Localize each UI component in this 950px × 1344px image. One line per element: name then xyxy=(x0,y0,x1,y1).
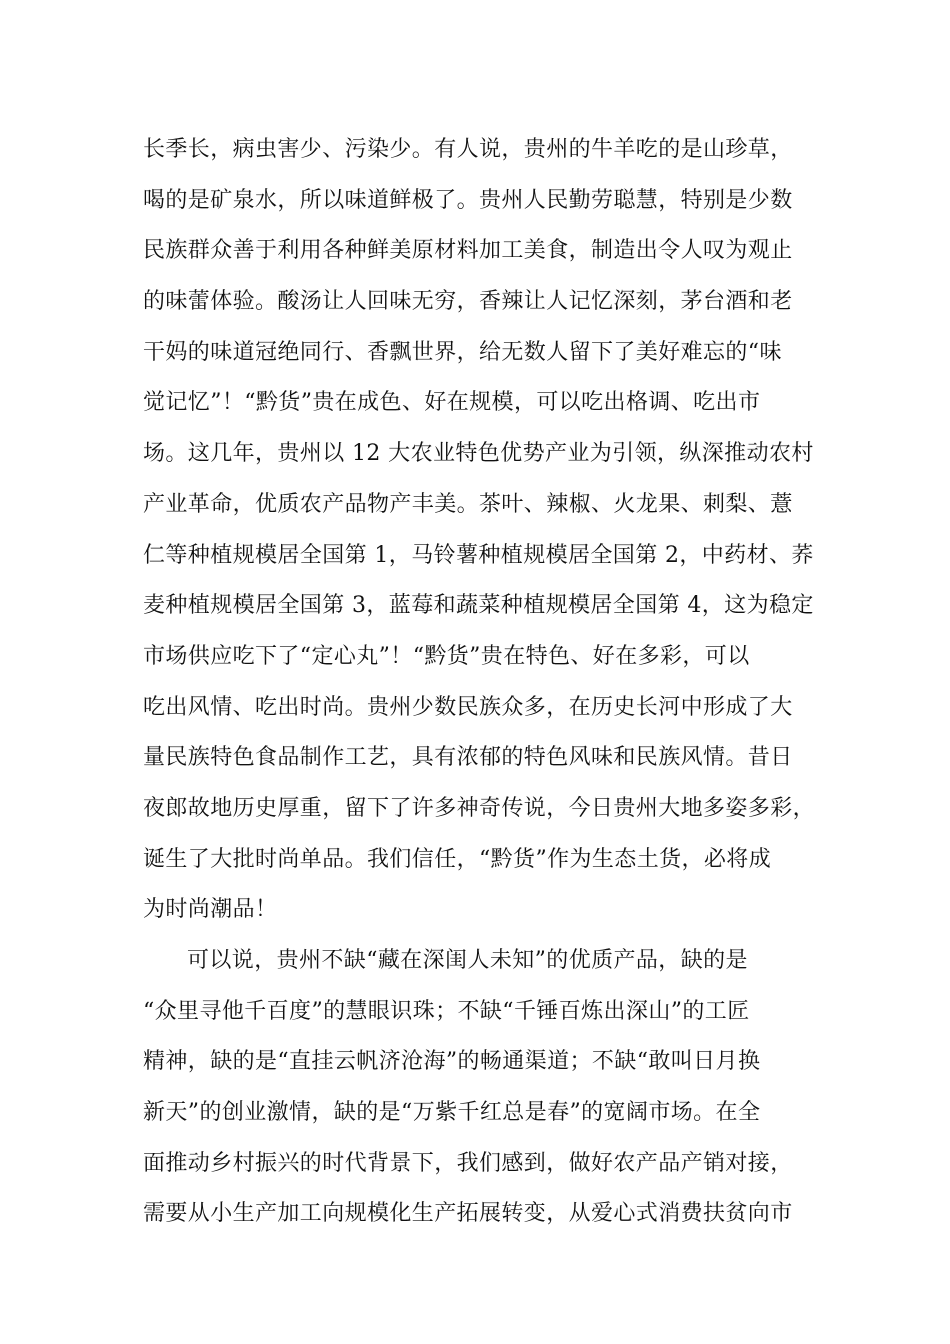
document-body xyxy=(143,125,823,1240)
text-line: 为时尚潮品！ xyxy=(143,897,278,923)
paragraph-1 xyxy=(143,125,823,936)
text-line: 诞生了大批时尚单品。我们信任，“黔货”作为生态土货，必将成 xyxy=(143,846,772,872)
text-line: 市场供应吃下了“定心丸”！“黔货”贵在特色、好在多彩，可以 xyxy=(143,643,750,669)
paragraph-2 xyxy=(143,936,823,1240)
text-line: 场。这几年，贵州以 12 大农业特色优势产业为引领，纵深推动农村 xyxy=(143,441,814,467)
text-line: 喝的是矿泉水，所以味道鲜极了。贵州人民勤劳聪慧，特别是少数 xyxy=(143,187,793,213)
text-line: 面推动乡村振兴的时代背景下，我们感到，做好农产品产销对接， xyxy=(143,1150,793,1176)
text-line: 麦种植规模居全国第 3，蓝莓和蔬菜种植规模居全国第 4，这为稳定 xyxy=(143,593,814,619)
text-line: 吃出风情、吃出时尚。贵州少数民族众多，在历史长河中形成了大 xyxy=(143,694,793,720)
text-line: 可以说，贵州不缺“藏在深闺人未知”的优质产品，缺的是 xyxy=(187,948,748,973)
text-line: 长季长，病虫害少、污染少。有人说，贵州的牛羊吃的是山珍草， xyxy=(143,137,793,162)
text-line: 干妈的味道冠绝同行、香飘世界，给无数人留下了美好难忘的“味 xyxy=(143,339,782,365)
text-line: 夜郎故地历史厚重，留下了许多神奇传说，今日贵州大地多姿多彩， xyxy=(143,795,816,821)
text-line: 精神，缺的是“直挂云帆济沧海”的畅通渠道；不缺“敢叫日月换 xyxy=(143,1049,761,1075)
text-line: 需要从小生产加工向规模化生产拓展转变，从爱心式消费扶贫向市 xyxy=(143,1201,793,1227)
text-line: 的味蕾体验。酸汤让人回味无穷，香辣让人记忆深刻，茅台酒和老 xyxy=(143,289,793,315)
text-line: 民族群众善于利用各种鲜美原材料加工美食，制造出令人叹为观止 xyxy=(143,238,793,264)
text-line: 量民族特色食品制作工艺，具有浓郁的特色风味和民族风情。昔日 xyxy=(143,745,793,771)
text-line: 新天”的创业激情，缺的是“万紫千红总是春”的宽阔市场。在全 xyxy=(143,1100,761,1126)
text-line: 觉记忆”！“黔货”贵在成色、好在规模，可以吃出格调、吃出市 xyxy=(143,390,761,416)
text-line: 仁等种植规模居全国第 1，马铃薯种植规模居全国第 2，中药材、荞 xyxy=(143,542,814,568)
text-line: “众里寻他千百度”的慧眼识珠；不缺“千锤百炼出深山”的工匠 xyxy=(143,998,750,1024)
text-line: 产业革命，优质农产品物产丰美。茶叶、辣椒、火龙果、刺梨、薏 xyxy=(143,491,793,517)
